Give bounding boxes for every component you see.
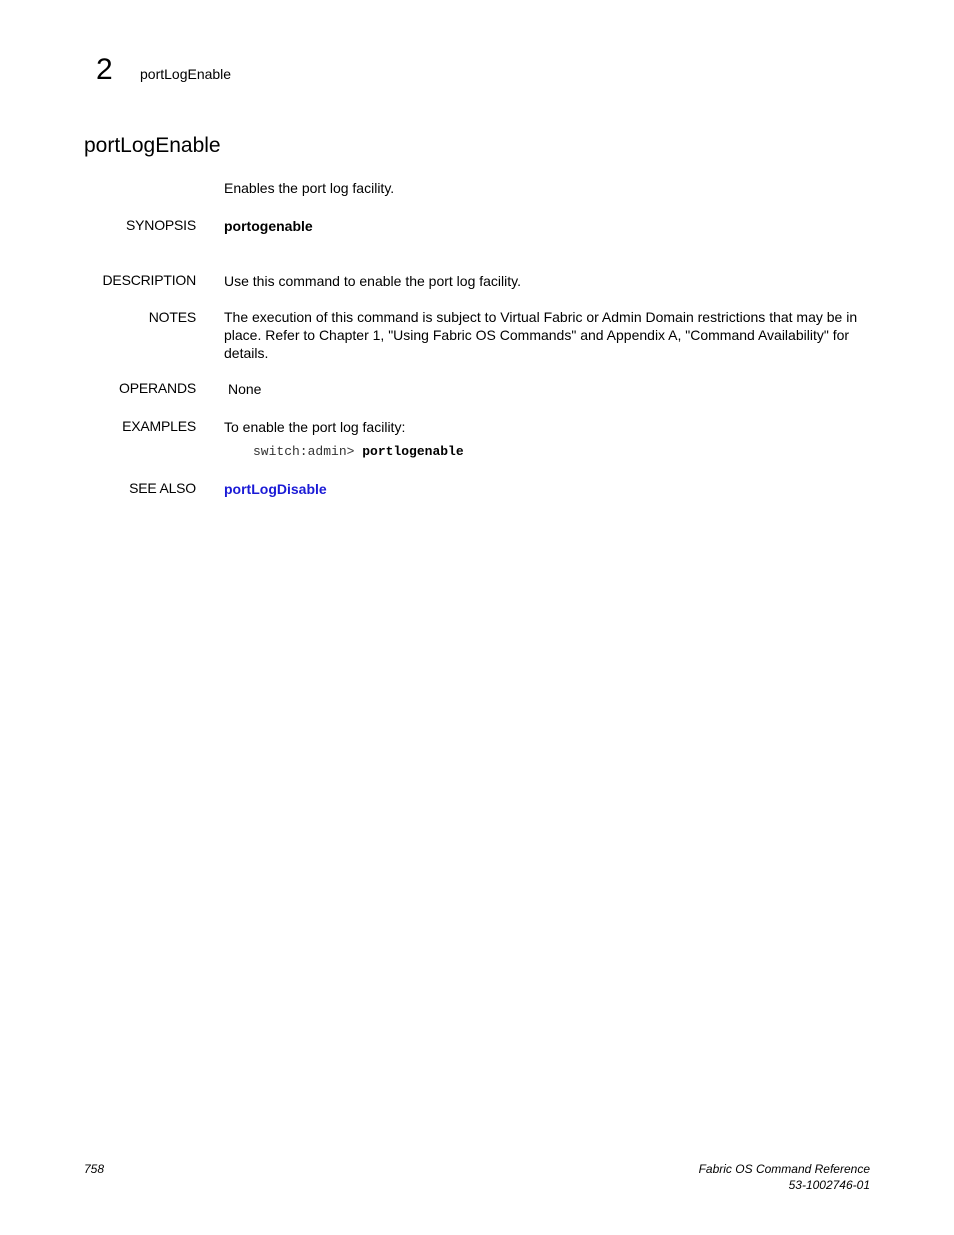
- notes-label: NOTES: [148, 309, 196, 325]
- examples-text: To enable the port log facility:: [224, 419, 406, 435]
- example-code: [253, 443, 893, 461]
- description-label: DESCRIPTION: [102, 272, 196, 288]
- operands-label: OPERANDS: [119, 380, 196, 396]
- example-command: portlogenable: [362, 444, 464, 459]
- notes-text: The execution of this command is subject to Virtual Fabric or Admin Domain restrictions that may be in place. Refer to Chapter 1, "Using Fabric OS Commands" and Appendix A, "Command Availability" for details.: [224, 309, 858, 361]
- book-title: Fabric OS Command Reference: [698, 1162, 870, 1176]
- see-also-label: SEE ALSO: [129, 480, 196, 496]
- description-text: Use this command to enable the port log facility.: [224, 273, 522, 289]
- synopsis-text: portogenable: [224, 218, 313, 234]
- operands-text: None: [228, 381, 262, 397]
- summary-text: Enables the port log facility.: [224, 180, 395, 196]
- examples-label: EXAMPLES: [122, 418, 196, 434]
- synopsis-label: SYNOPSIS: [126, 217, 196, 233]
- page-number: 758: [84, 1162, 105, 1176]
- example-prompt: switch:admin>: [253, 444, 355, 459]
- see-also-link[interactable]: portLogDisable: [224, 481, 327, 497]
- doc-number: 53-1002746-01: [788, 1178, 870, 1192]
- chapter-number: 2: [96, 53, 113, 86]
- running-head: portLogEnable: [140, 66, 232, 82]
- page-title: portLogEnable: [84, 134, 221, 157]
